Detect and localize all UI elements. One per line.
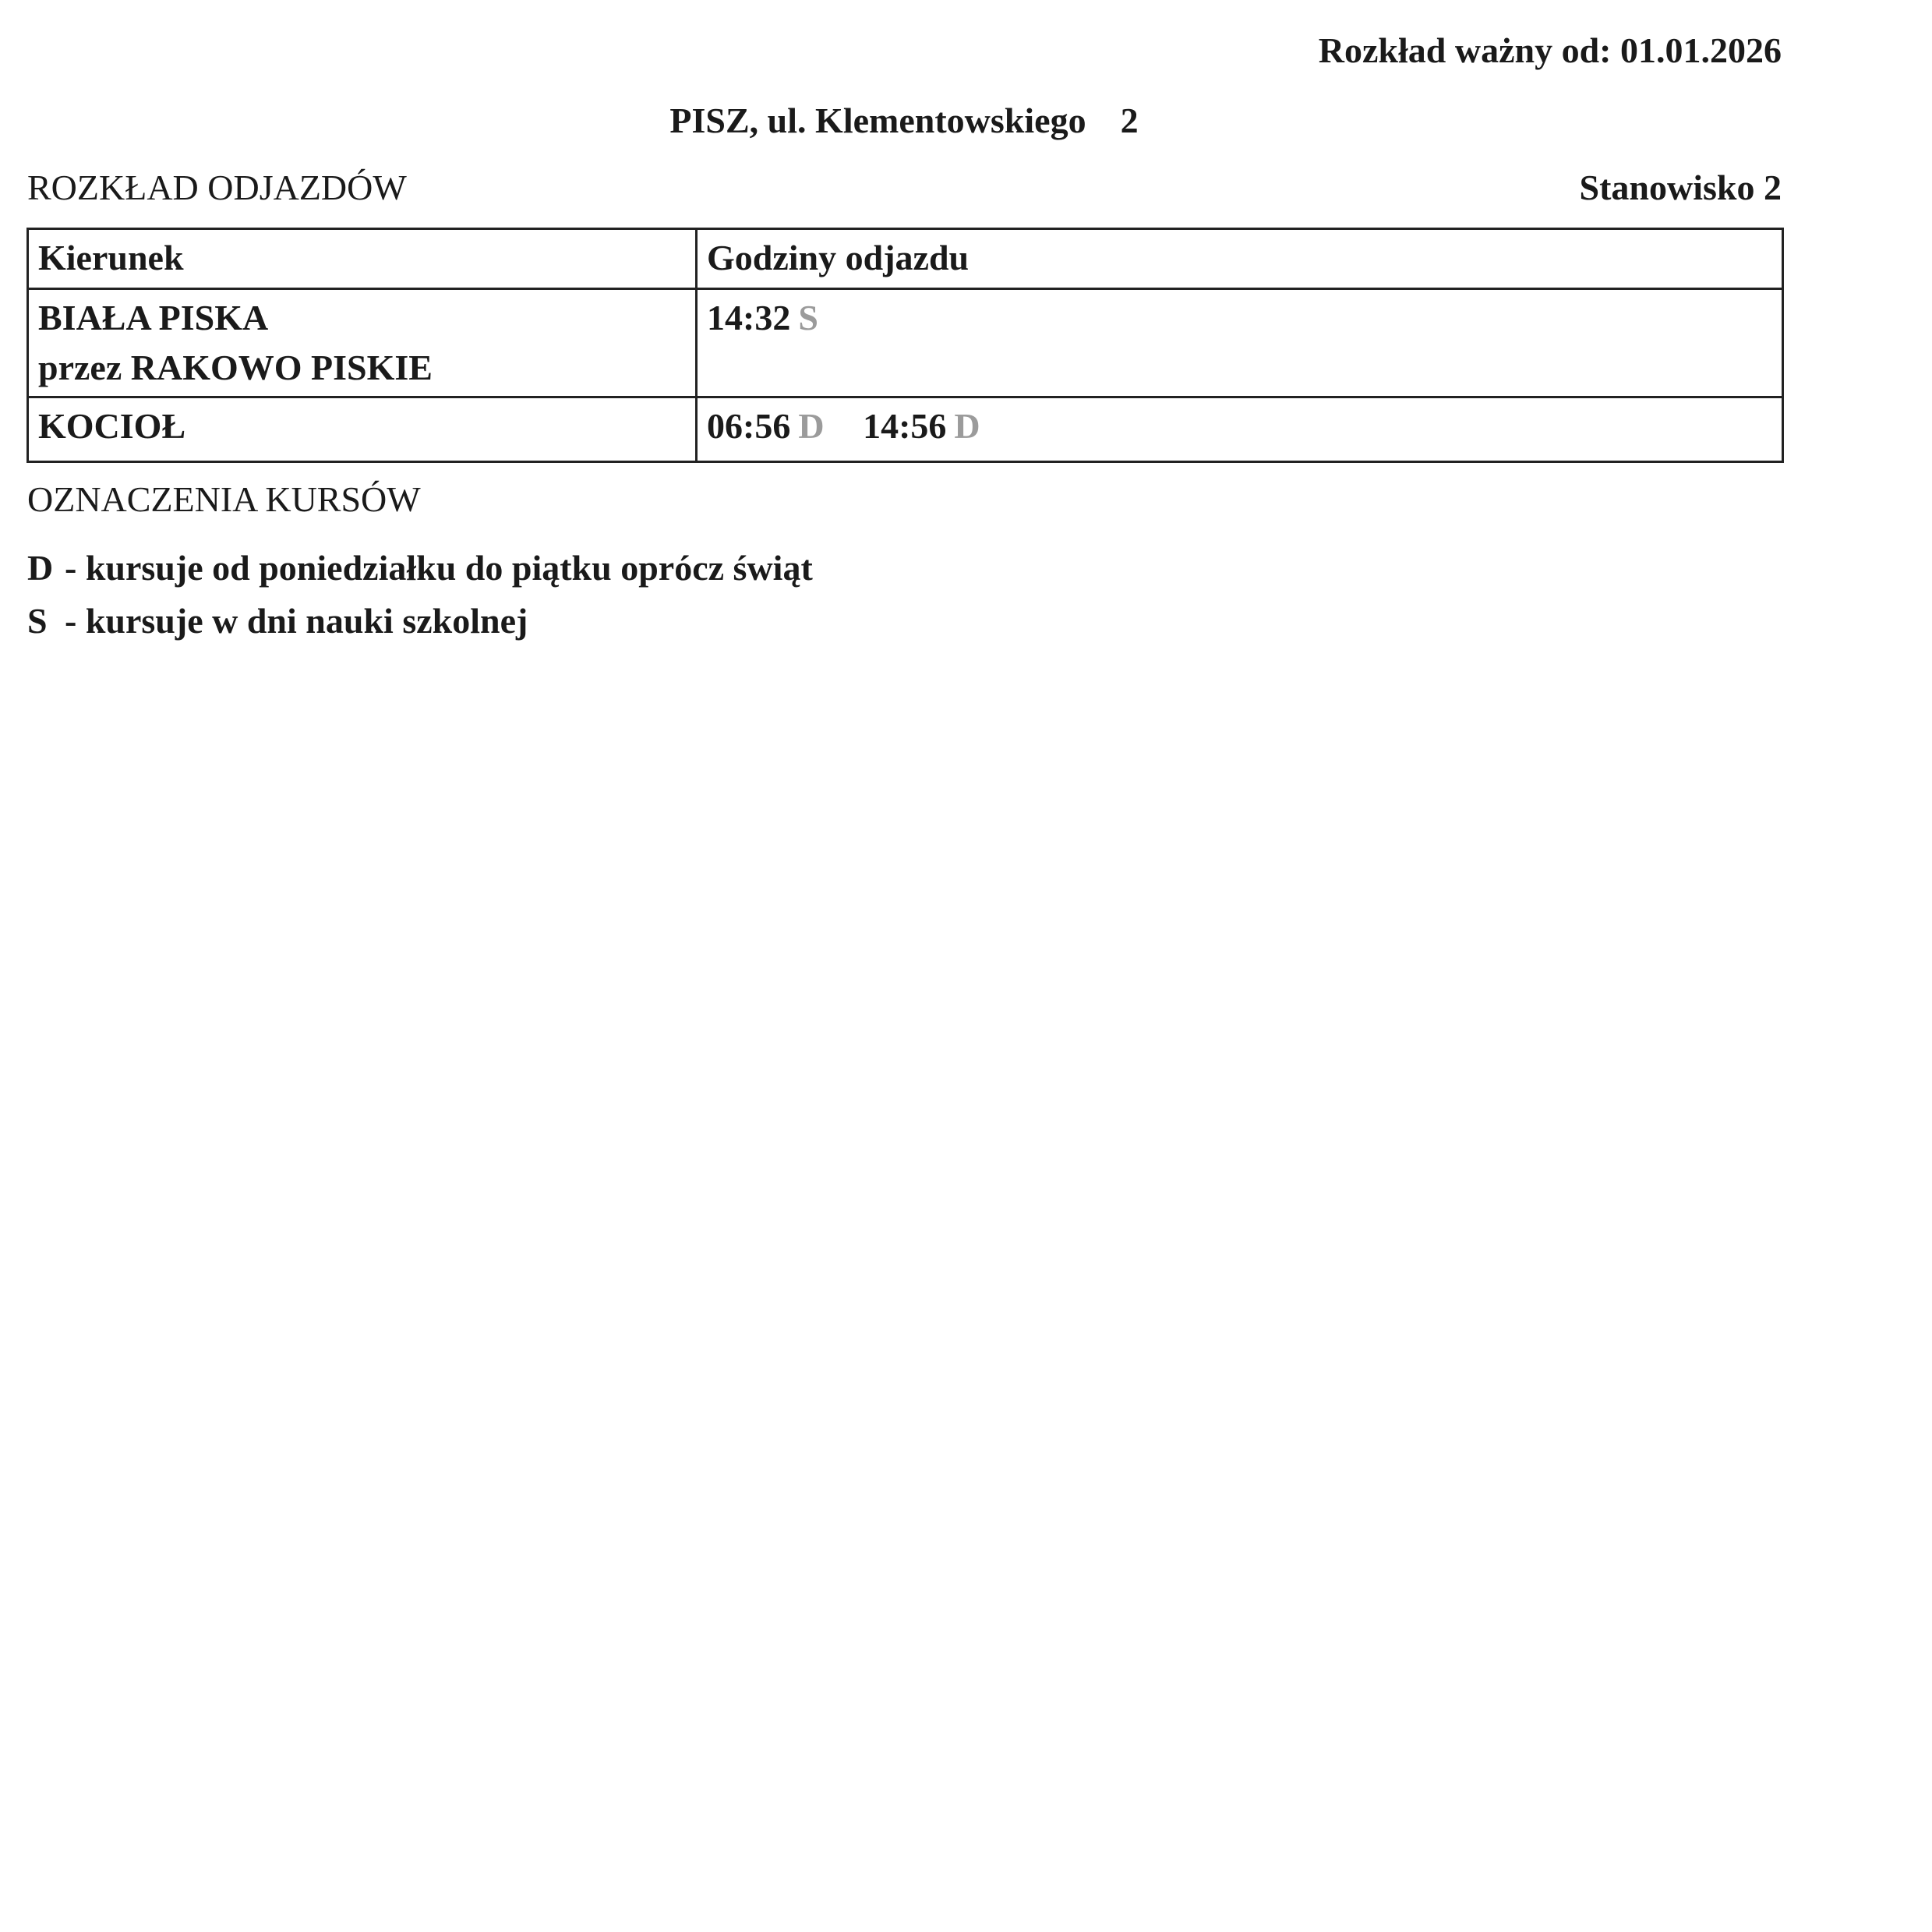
direction-cell: [28, 397, 697, 462]
destination-name: KOCIOŁ: [38, 406, 186, 446]
legend-code: S: [27, 601, 48, 641]
departure-mark: D: [798, 406, 825, 446]
departures-cell: [697, 289, 1783, 397]
legend-code: D: [27, 548, 54, 588]
legend-text: - kursuje w dni nauki szkolnej: [65, 601, 528, 641]
departures-cell: [697, 397, 1783, 462]
page-title: ROZKŁAD ODJAZDÓW: [27, 168, 407, 207]
valid-from-date: Rozkład ważny od: 01.01.2026: [1318, 30, 1782, 70]
departure: [707, 401, 825, 451]
timetable: [26, 228, 1784, 463]
table-row: [28, 289, 1783, 397]
platform-label: Stanowisko 2: [1579, 168, 1782, 207]
legend-text: - kursuje od poniedziałku do piątku oprócz świąt: [65, 548, 813, 588]
departure-time: 14:56: [863, 406, 947, 446]
destination-via: przez RAKOWO PISKIE: [38, 348, 433, 387]
column-header-times: Godziny odjazdu: [697, 229, 1783, 289]
departure-time: 06:56: [707, 406, 791, 446]
departure-mark: D: [954, 406, 980, 446]
stop-number: 2: [1120, 101, 1139, 140]
destination-name: BIAŁA PISKA: [38, 298, 269, 337]
departure: [863, 401, 980, 451]
departure-mark: S: [798, 298, 818, 337]
departure-time: 14:32: [707, 298, 791, 337]
legend-item: [27, 600, 528, 641]
stop-name: [0, 100, 1808, 141]
table-row: [28, 397, 1783, 462]
direction-cell: [28, 289, 697, 397]
legend-item: [27, 547, 813, 588]
departure: [707, 293, 818, 343]
table-header-row: [28, 229, 1783, 289]
column-header-direction: Kierunek: [28, 229, 697, 289]
stop-name-text: PISZ, ul. Klementowskiego: [669, 101, 1086, 140]
legend-title: OZNACZENIA KURSÓW: [27, 479, 421, 519]
